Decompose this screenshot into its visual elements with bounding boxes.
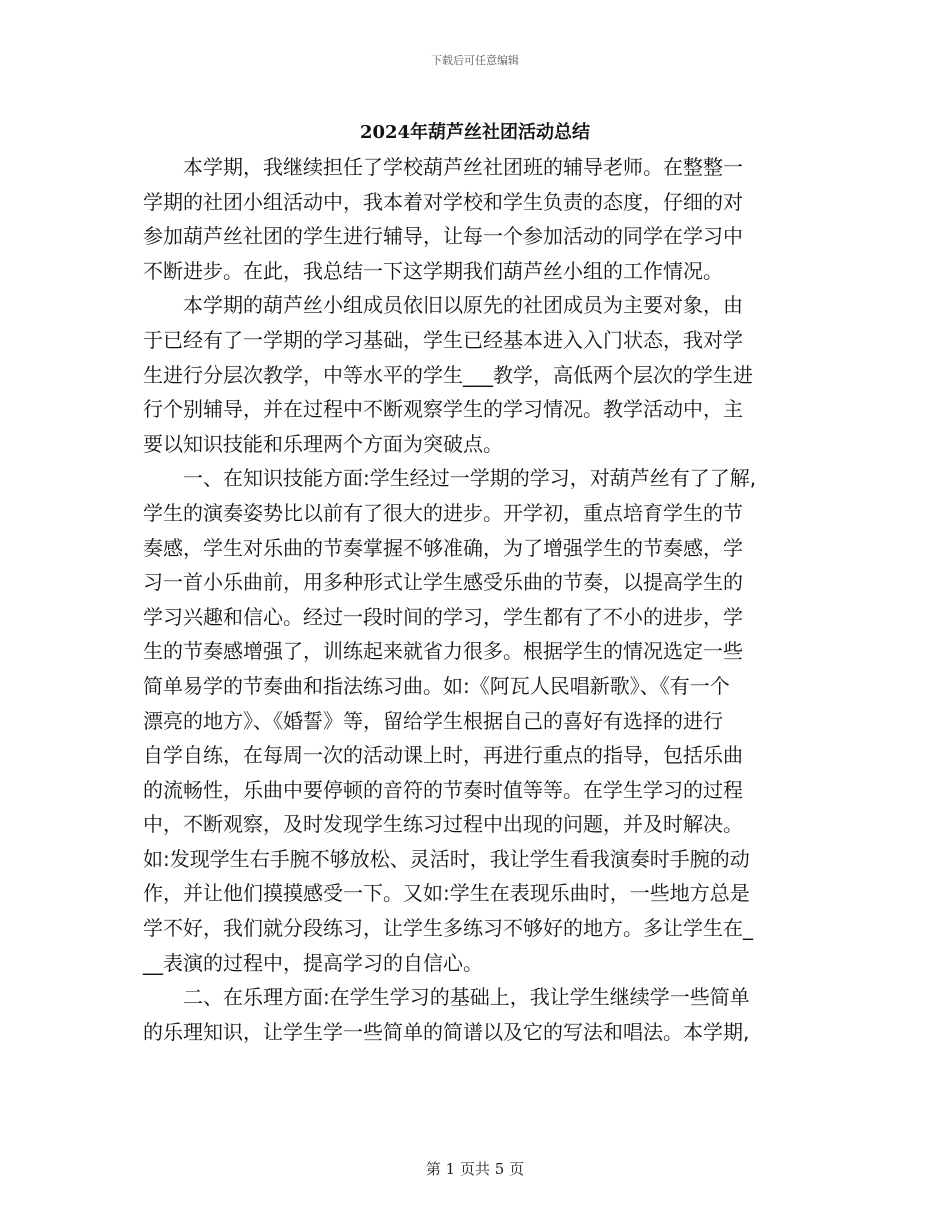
paragraph-line: 本学期，我继续担任了学校葫芦丝社团班的辅导老师。在整整一: [183, 155, 743, 179]
paragraph-line: 要以知识技能和乐理两个方面为突破点。: [143, 431, 503, 456]
paragraph-line: 学生的演奏姿势比以前有了很大的进步。开学初，重点培育学生的节: [143, 500, 743, 525]
paragraph-2: [143, 288, 803, 461]
header-note: 下载后可任意编辑: [431, 54, 519, 67]
paragraph-line: 生的节奏感增强了，训练起来就省力很多。根据学生的情况选定一些: [143, 639, 743, 664]
paragraph-line: 本学期的葫芦丝小组成员依旧以原先的社团成员为主要对象，由: [183, 293, 743, 318]
paragraph-line: 的流畅性，乐曲中要停顿的音符的节奏时值等等。在学生学习的过程: [143, 777, 743, 802]
paragraph-line: 一、在知识技能方面:学生经过一学期的学习，对葫芦丝有了了解,: [183, 466, 757, 491]
document-body: [143, 150, 803, 1049]
paragraph-line: 不断进步。在此，我总结一下这学期我们葫芦丝小组的工作情况。: [143, 258, 723, 283]
page-footer: 第 1 页共 5 页: [425, 1160, 525, 1178]
paragraph-line: 行个别辅导，并在过程中不断观察学生的学习情况。教学活动中，主: [143, 397, 743, 422]
document-title: 2024年葫芦丝社团活动总结: [359, 122, 591, 143]
paragraph-line: 习一首小乐曲前，用多种形式让学生感受乐曲的节奏，以提高学生的: [143, 570, 743, 595]
paragraph-4: [143, 980, 803, 1049]
paragraph-line: 奏感，学生对乐曲的节奏掌握不够准确，为了增强学生的节奏感，学: [143, 535, 743, 560]
paragraph-line: 生进行分层次教学，中等水平的学生___教学，高低两个层次的学生进: [143, 362, 753, 387]
paragraph-line: 中，不断观察，及时发现学生练习过程中出现的问题，并及时解决。: [143, 812, 743, 837]
paragraph-1: [143, 150, 803, 288]
paragraph-line: 参加葫芦丝社团的学生进行辅导，让每一个参加活动的同学在学习中: [143, 224, 743, 249]
paragraph-line: 自学自练，在每周一次的活动课上时，再进行重点的指导，包括乐曲: [143, 743, 743, 768]
paragraph-line: 作，并让他们摸摸感受一下。又如:学生在表现乐曲时，一些地方总是: [143, 881, 750, 906]
paragraph-line: 学不好，我们就分段练习，让学生多练习不够好的地方。多让学生在_: [143, 916, 753, 941]
paragraph-line: 学期的社团小组活动中，我本着对学校和学生负责的态度，仔细的对: [143, 189, 743, 214]
paragraph-line: 简单易学的节奏曲和指法练习曲。如:《阿瓦人民唱新歌》、《有一个: [143, 673, 730, 698]
paragraph-line: __表演的过程中，提高学习的自信心。: [143, 950, 483, 975]
paragraph-line: 于已经有了一学期的学习基础，学生已经基本进入入门状态，我对学: [143, 327, 743, 352]
paragraph-line: 的乐理知识，让学生学一些简单的简谱以及它的写法和唱法。本学期,: [143, 1019, 750, 1044]
paragraph-3: [143, 461, 803, 980]
paragraph-line: 学习兴趣和信心。经过一段时间的学习，学生都有了不小的进步，学: [143, 604, 743, 629]
paragraph-line: 二、在乐理方面:在学生学习的基础上，我让学生继续学一些简单: [183, 985, 750, 1010]
paragraph-line: 如:发现学生右手腕不够放松、灵活时，我让学生看我演奏时手腕的动: [143, 846, 750, 871]
paragraph-line: 漂亮的地方》、《婚誓》等，留给学生根据自己的喜好有选择的进行: [143, 708, 723, 733]
